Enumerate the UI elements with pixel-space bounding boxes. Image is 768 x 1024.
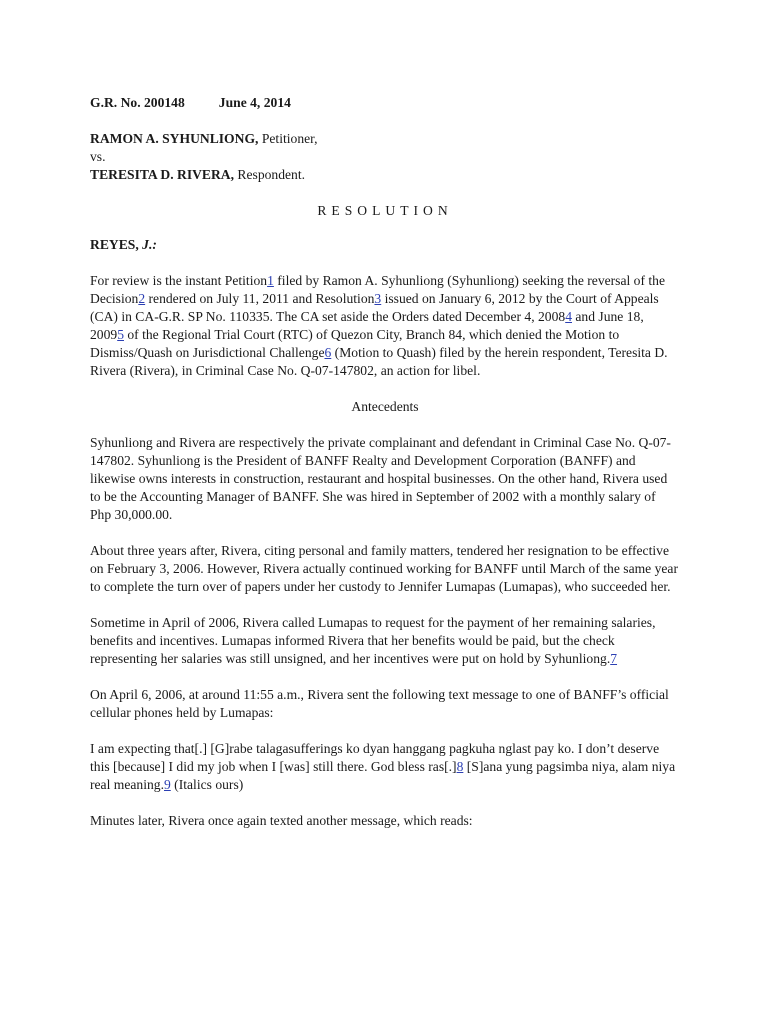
- paragraph-payment-request: [90, 614, 680, 668]
- paragraph-text-message: [90, 740, 680, 794]
- case-header: [90, 94, 680, 112]
- paragraph-text: I am expecting that[.] [G]rabe talagasufferings ko dyan hanggang pagkuha nglast pay ko. I don’t deserve this [because] I did my job when I [was] still there. God bless ras[.]: [90, 741, 660, 774]
- versus-line: vs.: [90, 149, 106, 164]
- footnote-link-7[interactable]: 7: [610, 651, 618, 666]
- parties-block: [90, 130, 680, 184]
- footnote-link-8[interactable]: 8: [456, 759, 464, 774]
- paragraph-parties: Syhunliong and Rivera are respectively the private complainant and defendant in Criminal Case No. Q-07-147802. Syhunliong is the President of BANFF Realty and Development Corporation (BANFF) and likewise owns interests in construction, restaurant and hospital businesses. On the other hand, Rivera used to be the Accounting Manager of BANFF. She was hired in September of 2002 with a monthly salary of Php 30,000.00.: [90, 435, 671, 522]
- respondent-role: Respondent.: [234, 167, 306, 182]
- paragraph-text: issued on January 6, 2012 by the Court of Appeals (CA) in CA-G.R. SP No. 110335. The CA set aside the Orders dated December 4, 2008: [90, 291, 659, 324]
- decision-date: June 4, 2014: [218, 95, 291, 110]
- respondent-line: [90, 166, 680, 184]
- petitioner-line: [90, 130, 680, 148]
- paragraph-text: and June 18, 2009: [90, 309, 644, 342]
- paragraph-text: [S]ana yung pagsimba niya, alam niya real meaning.: [90, 759, 676, 792]
- antecedents-heading: Antecedents: [351, 399, 419, 414]
- ponente-suffix: J.:: [142, 237, 157, 252]
- paragraph-text: (Motion to Quash) filed by the herein respondent, Teresita D. Rivera (Rivera), in Criminal Case No. Q-07-147802, an action for libel.: [90, 345, 668, 378]
- ponente: [90, 236, 680, 254]
- paragraph-text: of the Regional Trial Court (RTC) of Quezon City, Branch 84, which denied the Motion to Dismiss/Quash on Jurisdictional Challenge: [90, 327, 620, 360]
- footnote-link-4[interactable]: 4: [565, 309, 572, 324]
- petitioner-role: Petitioner,: [258, 131, 318, 146]
- case-number: G.R. No. 200148: [90, 95, 185, 110]
- document-page: [90, 94, 680, 830]
- paragraph-text: rendered on July 11, 2011 and Resolution: [145, 291, 375, 306]
- footnote-link-9[interactable]: 9: [163, 777, 171, 792]
- paragraph-text: For review is the instant Petition: [90, 273, 268, 288]
- paragraph-text: filed by Ramon A. Syhunliong (Syhunliong) seeking the reversal of the Decision: [90, 273, 666, 306]
- paragraph-second-message: Minutes later, Rivera once again texted another message, which reads:: [90, 813, 473, 828]
- paragraph-text: Sometime in April of 2006, Rivera called Lumapas to request for the payment of her remaining salaries, benefits and incentives. Lumapas informed Rivera that her benefits would be paid, but the check representing her salaries was still unsigned, and her incentives were put on hold by Syhunliong.: [90, 615, 656, 666]
- document-title: RESOLUTION: [317, 203, 453, 218]
- ponente-name: REYES,: [90, 237, 139, 252]
- footnote-link-3[interactable]: 3: [374, 291, 382, 306]
- footnote-link-2[interactable]: 2: [138, 291, 146, 306]
- paragraph-resignation: About three years after, Rivera, citing personal and family matters, tendered her resignation to be effective on February 3, 2006. However, Rivera actually continued working for BANFF until March of the same year to complete the turn over of papers under her custody to Jennifer Lumapas (Lumapas), who succeeded her.: [90, 543, 678, 594]
- petitioner-name: RAMON A. SYHUNLIONG,: [90, 131, 259, 146]
- paragraph-text: (Italics ours): [170, 777, 244, 792]
- respondent-name: TERESITA D. RIVERA,: [90, 167, 235, 182]
- footnote-link-5[interactable]: 5: [117, 327, 124, 342]
- footnote-link-1[interactable]: 1: [267, 273, 274, 288]
- paragraph-text-message-intro: On April 6, 2006, at around 11:55 a.m., Rivera sent the following text message to one of BANFF’s official cellular phones held by Lumapas:: [90, 687, 669, 720]
- paragraph-intro: [90, 272, 680, 380]
- footnote-link-6[interactable]: 6: [324, 345, 332, 360]
